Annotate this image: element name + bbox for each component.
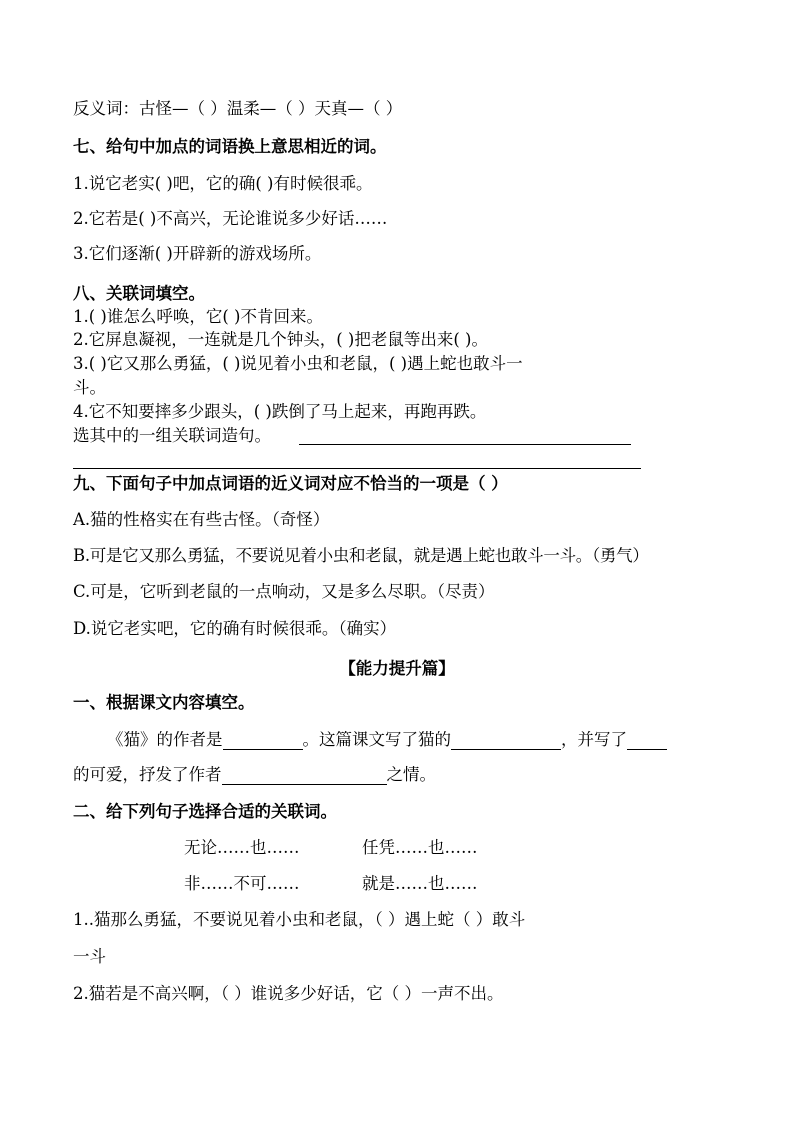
q8-sentence-prompt: 选其中的一组关联词造句。 bbox=[73, 426, 271, 445]
q8-item-1: 1.( )谁怎么呼唤，它( )不肯回来。 bbox=[73, 307, 323, 326]
q9-title: 九、下面句子中加点词语的近义词对应不恰当的一项是（ ） bbox=[73, 474, 508, 493]
q9-option-b: B.可是它又那么勇猛，不要说见着小虫和老鼠，就是遇上蛇也敢斗一斗。（勇气） bbox=[73, 546, 649, 565]
adv-q1-title: 一、根据课文内容填空。 bbox=[73, 693, 255, 712]
q7-title: 七、给句中加点的词语换上意思相近的词。 bbox=[73, 137, 387, 156]
blank-feeling[interactable] bbox=[222, 767, 387, 785]
antonym-line: 反义词：古怪—（ ）温柔—（ ）天真—（ ） bbox=[73, 99, 403, 118]
q7-item-2: 2.它若是( )不高兴，无论谁说多少好话…… bbox=[73, 209, 388, 228]
q8-item-3: 3.( )它又那么勇猛，( )说见着小虫和老鼠，( )遇上蛇也敢斗一 bbox=[73, 354, 523, 373]
adv-q2-item-1: 1..猫那么勇猛，不要说见着小虫和老鼠，（ ）遇上蛇（ ）敢斗 bbox=[73, 910, 526, 929]
adv-q1-text-b: 。这篇课文写了猫的 bbox=[302, 730, 451, 749]
adv-q1-text-e: 之情。 bbox=[386, 765, 436, 784]
adv-q2-item-1-cont: 一斗 bbox=[73, 947, 106, 966]
q9-option-a: A.猫的性格实在有些古怪。（奇怪） bbox=[73, 510, 330, 529]
choice-2: 任凭……也…… bbox=[362, 838, 478, 857]
choice-4: 就是……也…… bbox=[362, 874, 478, 893]
q7-item-3: 3.它们逐渐( )开辟新的游戏场所。 bbox=[73, 244, 322, 263]
advanced-section-title: 【能力提升篇】 bbox=[339, 659, 455, 678]
choice-1: 无论……也…… bbox=[184, 838, 300, 857]
answer-line-2 bbox=[73, 468, 641, 469]
adv-q2-title: 二、给下列句子选择合适的关联词。 bbox=[73, 802, 337, 821]
q7-item-1: 1.说它老实( )吧，它的确( )有时候很乖。 bbox=[73, 174, 373, 193]
q8-item-2: 2.它屏息凝视，一连就是几个钟头，( )把老鼠等出来( )。 bbox=[73, 330, 488, 349]
adv-q1-text-d: 的可爱，抒发了作者 bbox=[73, 765, 222, 784]
q8-item-4: 4.它不知要摔多少跟头，( )跌倒了马上起来，再跑再跌。 bbox=[73, 402, 487, 421]
adv-q1-text-a: 《猫》的作者是 bbox=[107, 730, 223, 749]
adv-q2-item-2: 2.猫若是不高兴啊，（ ）谁说多少好话，它（ ）一声不出。 bbox=[73, 984, 504, 1003]
blank-cute[interactable] bbox=[627, 732, 667, 750]
answer-line-1 bbox=[299, 444, 631, 445]
adv-q1-text-c: ，并写了 bbox=[561, 730, 627, 749]
choice-3: 非……不可…… bbox=[184, 874, 300, 893]
blank-author[interactable] bbox=[223, 732, 303, 750]
q8-item-3-cont: 斗。 bbox=[73, 378, 106, 397]
q9-option-c: C.可是，它听到老鼠的一点响动，又是多么尽职。（尽责） bbox=[73, 582, 495, 601]
adv-q1-line-1 bbox=[107, 730, 667, 750]
blank-cat-trait[interactable] bbox=[451, 732, 561, 750]
adv-q1-line-2 bbox=[73, 765, 436, 785]
q8-title: 八、关联词填空。 bbox=[73, 284, 205, 303]
q9-option-d: D.说它老实吧，它的确有时候很乖。（确实） bbox=[73, 619, 397, 638]
